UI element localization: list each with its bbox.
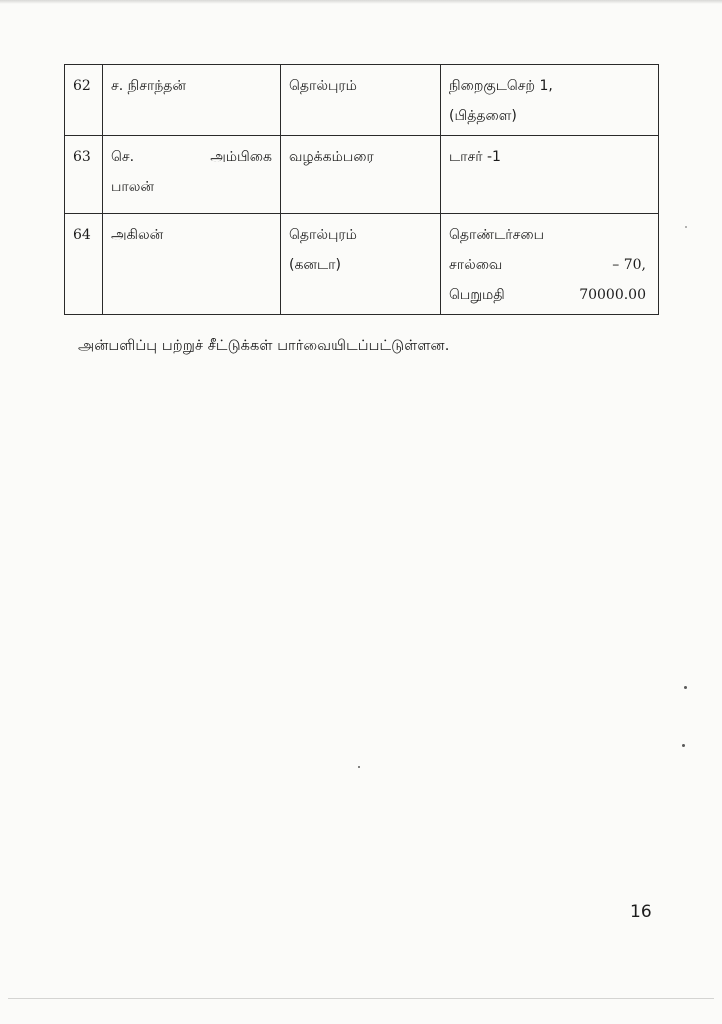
- scan-speck: [685, 226, 687, 228]
- row-number: 63: [65, 136, 103, 214]
- detail-value-label: பெறுமதி: [449, 287, 505, 303]
- name-second-line: பாலன்: [111, 179, 154, 195]
- name-text: ச. நிசாந்தன்: [111, 78, 186, 94]
- detail-cell: [441, 214, 659, 315]
- detail-item: சால்வை: [449, 257, 503, 273]
- detail-text: (பித்தளை): [449, 108, 517, 124]
- scan-speck: [684, 686, 687, 689]
- scan-top-edge: [0, 0, 722, 4]
- table-row: [65, 214, 659, 315]
- name-first-line: [111, 142, 272, 172]
- detail-text: டாசர் -1: [449, 149, 501, 165]
- name-cell: [103, 136, 281, 214]
- detail-text: நிறைகுடசெற் 1,: [449, 78, 553, 94]
- place-text: (கனடா): [289, 257, 341, 273]
- detail-cell: [441, 136, 659, 214]
- detail-cell: [441, 65, 659, 136]
- name-initial: செ.: [111, 149, 135, 165]
- row-number: 64: [65, 214, 103, 315]
- table-row: [65, 65, 659, 136]
- name-cell: [103, 65, 281, 136]
- place-cell: [281, 214, 441, 315]
- place-text: வழக்கம்பரை: [289, 149, 374, 165]
- place-cell: [281, 136, 441, 214]
- name-cell: [103, 214, 281, 315]
- detail-value-amount: 70000.00: [579, 287, 646, 303]
- page-number: 16: [630, 902, 652, 922]
- note-text: அன்பளிப்பு பற்றுச் சீட்டுக்கள் பார்வையிடப்பட்டுள்ளன.: [78, 338, 450, 354]
- table-row: [65, 136, 659, 214]
- place-text: தொல்புரம்: [289, 227, 357, 243]
- name-text: அகிலன்: [111, 227, 164, 243]
- row-number: 62: [65, 65, 103, 136]
- scan-bottom-edge: [8, 998, 714, 999]
- records-table: [64, 64, 659, 315]
- detail-value-line: [449, 280, 650, 310]
- name-given: அம்பிகை: [210, 149, 272, 165]
- detail-item-line: [449, 250, 650, 280]
- scan-speck: [358, 766, 360, 768]
- detail-quantity: – 70,: [612, 257, 646, 273]
- place-text: தொல்புரம்: [289, 78, 357, 94]
- detail-text: தொண்டர்சபை: [449, 227, 545, 243]
- place-cell: [281, 65, 441, 136]
- scan-speck: [682, 744, 685, 747]
